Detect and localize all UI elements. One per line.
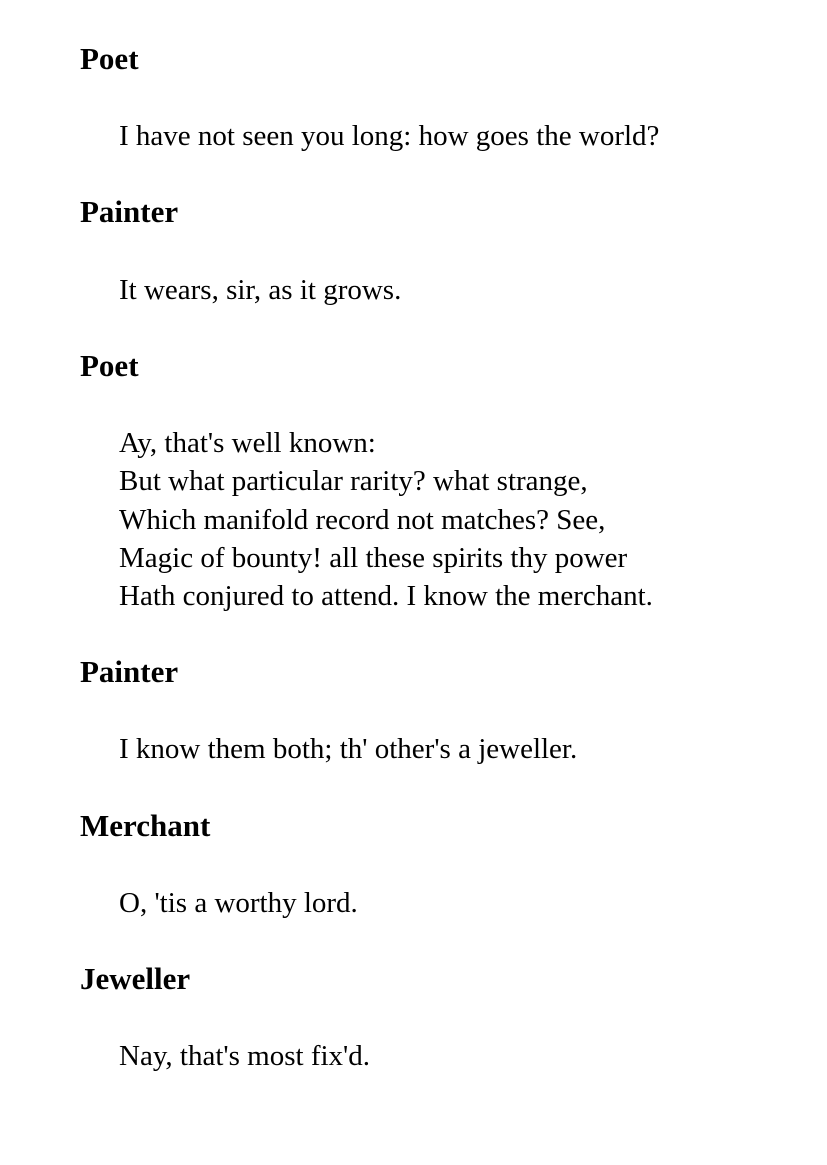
speech-block bbox=[119, 424, 653, 615]
speech-block bbox=[119, 1037, 370, 1075]
speech-line: Magic of bounty! all these spirits thy power bbox=[119, 541, 628, 574]
speech-line: O, 'tis a worthy lord. bbox=[119, 887, 358, 919]
speaker-name: Merchant bbox=[80, 808, 211, 843]
speaker-name: Jeweller bbox=[80, 961, 191, 996]
speech-block bbox=[119, 730, 577, 768]
speech-line: I know them both; th' other's a jeweller. bbox=[119, 733, 578, 765]
speech-line: It wears, sir, as it grows. bbox=[119, 274, 402, 306]
speaker-name: Poet bbox=[80, 41, 139, 76]
speech-block bbox=[119, 884, 358, 922]
speech-line: Which manifold record not matches? See, bbox=[119, 503, 606, 536]
speech-line: Nay, that's most fix'd. bbox=[119, 1040, 371, 1072]
speaker-name: Painter bbox=[80, 654, 179, 689]
speaker-name: Painter bbox=[80, 194, 179, 229]
speaker-name: Poet bbox=[80, 348, 139, 383]
speech-line: I have not seen you long: how goes the world? bbox=[119, 120, 660, 152]
speech-line: Hath conjured to attend. I know the merchant. bbox=[119, 580, 653, 613]
speech-block bbox=[119, 117, 659, 155]
speech-block bbox=[119, 271, 401, 309]
speech-line: Ay, that's well known: bbox=[119, 427, 376, 459]
speech-line: But what particular rarity? what strange, bbox=[119, 465, 588, 498]
